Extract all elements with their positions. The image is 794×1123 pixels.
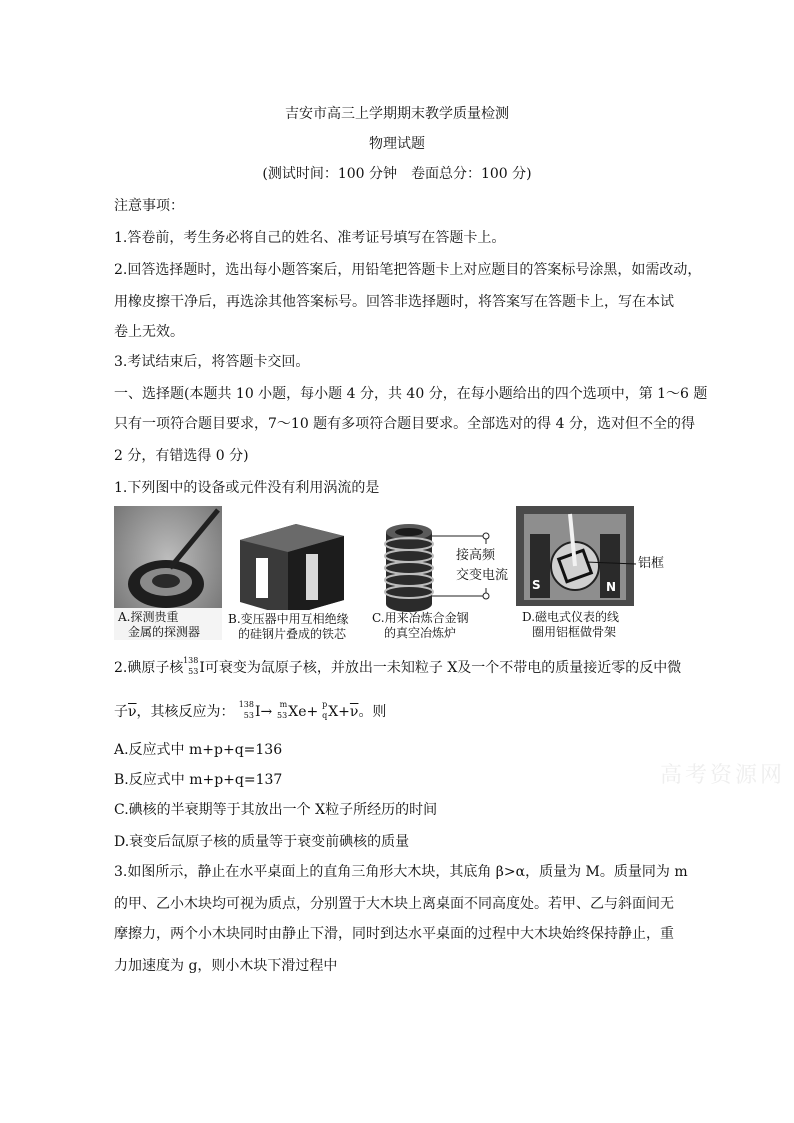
- q2-line2-start: 子: [114, 704, 128, 720]
- figure-d-caption-2: 圈用铝框做骨架: [532, 625, 617, 639]
- notes-heading: 注意事项：: [114, 198, 184, 214]
- section1-line-3: 2 分，有错选得 0 分): [114, 448, 249, 464]
- exam-info: (测试时间：100 分钟 卷面总分：100 分): [262, 166, 532, 182]
- eq-xenon: Xe+: [288, 704, 319, 720]
- note-item-2-line-2: 用橡皮擦干净后，再选涂其他答案标号。回答非选择题时，将答案写在答题卡上，写在本试: [114, 294, 674, 310]
- figure-d-pole-n: N: [606, 580, 617, 594]
- figure-b-caption-1: B.变压器中用互相绝缘: [228, 612, 349, 626]
- q3-line-3: 摩擦力，两个小木块同时由静止下滑，同时到达水平桌面的过程中大木块始终保持静止，重: [114, 926, 674, 942]
- eq-x-nuclide: p q: [322, 700, 328, 720]
- note-item-2-line-3: 卷上无效。: [114, 324, 184, 340]
- eq-iodine-nuclide: 138 53: [238, 700, 254, 720]
- figure-c-caption-1: C.用来冶炼合金钢: [372, 611, 469, 625]
- antineutrino-symbol: $\overline{\nu}$: [128, 704, 137, 720]
- figure-a-caption-1: A.探测贵重: [118, 610, 179, 624]
- exam-subject: 物理试题: [369, 136, 425, 152]
- figure-a-caption-2: 金属的探测器: [128, 625, 201, 639]
- iodine-nuclide: 138 53: [183, 656, 199, 676]
- section1-line-1: 一、选择题(本题共 10 小题，每小题 4 分，共 40 分，在每小题给出的四个选项中，第 1～6 题: [114, 386, 708, 402]
- figure-a: [114, 506, 222, 640]
- exam-title: 吉安市高三上学期期末教学质量检测: [285, 106, 509, 122]
- q2-option-d: D.衰变后氙原子核的质量等于衰变前碘核的质量: [114, 834, 410, 850]
- eq-end: 。则: [358, 704, 387, 720]
- q2-line2-text: ，其核反应为：: [136, 704, 235, 720]
- eq-x: X+: [328, 704, 350, 720]
- section1-line-2: 只有一项符合题目要求，7～10 题有多项符合题目要求。全部选对的得 4 分，选对但不全的得: [114, 416, 695, 432]
- figure-c: [368, 506, 512, 640]
- q2-stem-rest: 可衰变为氙原子核，并放出一未知粒子 X及一个不带电的质量接近零的反中微: [204, 660, 682, 676]
- q3-line-4: 力加速度为 g，则小木块下滑过程中: [114, 958, 338, 974]
- q3-line-1: 3.如图所示，静止在水平桌面上的直角三角形大木块，其底角 β>α，质量为 M。质量同为 m: [114, 864, 688, 880]
- note-item-2-line-1: 2.回答选择题时，选出每小题答案后，用铅笔把答题卡上对应题目的答案标号涂黑，如需改动，: [114, 262, 702, 278]
- figure-c-label-1: 接高频: [456, 548, 496, 563]
- figure-b-caption-2: 的硅钢片叠成的铁芯: [238, 627, 347, 641]
- note-item-3: 3.考试结束后，将答题卡交回。: [114, 354, 310, 370]
- eq-xenon-nuclide: m 53: [277, 700, 288, 720]
- iodine-symbol: I: [199, 660, 205, 676]
- figure-b: [226, 506, 362, 640]
- watermark: 高考资源网: [660, 763, 786, 788]
- figure-d-pole-s: S: [532, 578, 541, 592]
- figure-c-caption-2: 的真空冶炼炉: [384, 626, 457, 640]
- q2-option-c: C.碘核的半衰期等于其放出一个 X粒子所经历的时间: [114, 802, 438, 818]
- q2-option-b: B.反应式中 m+p+q=137: [114, 772, 283, 788]
- figure-d-caption-1: D.磁电式仪表的线: [522, 610, 620, 624]
- q2-stem-start: 2.碘原子核: [114, 660, 184, 676]
- eq-antineutrino: $\overline{\nu}$: [349, 704, 359, 720]
- figure-d-label: 铝框: [638, 556, 665, 571]
- q1-stem: 1.下列图中的设备或元件没有利用涡流的是: [114, 480, 380, 496]
- q2-reaction-line: [114, 702, 386, 722]
- figure-c-label-2: 交变电流: [456, 568, 509, 583]
- note-item-1: 1.答卷前，考生务必将自己的姓名、准考证号填写在答题卡上。: [114, 230, 506, 246]
- q3-line-2: 的甲、乙小木块均可视为质点，分别置于大木块上离桌面不同高度处。若甲、乙与斜面间无: [114, 896, 674, 912]
- q2-stem: [114, 658, 681, 678]
- eq-iodine: I→: [254, 704, 273, 720]
- q2-option-a: A.反应式中 m+p+q=136: [114, 742, 283, 758]
- figure-d: [516, 506, 666, 640]
